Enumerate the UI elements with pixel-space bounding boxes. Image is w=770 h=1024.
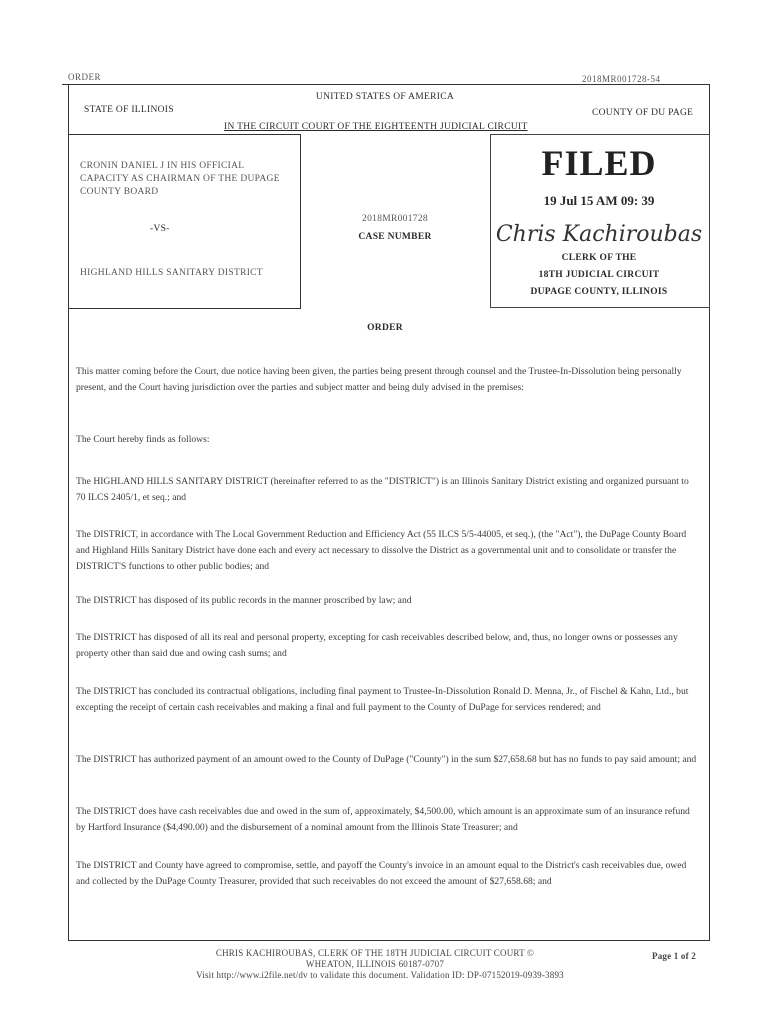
footer-rule	[68, 940, 710, 941]
clerk-signature: Chris Kachiroubas	[495, 222, 703, 247]
plaintiff-name: CRONIN DANIEL J IN HIS OFFICIAL CAPACITY AS CHAIRMAN OF THE DUPAGE COUNTY BOARD	[80, 161, 280, 197]
paragraph-9: The DISTRICT does have cash receivables due and owed in the sum of, approximately, $4,500.00, which amount is an approximate sum of an insurance refund by Hartford Insurance ($4,490.00) and the disbursement of a nominal amount from the Illinois State Treasurer; and	[76, 806, 690, 833]
left-border	[68, 84, 69, 940]
case-number-label: CASE NUMBER	[358, 232, 432, 242]
paragraph-3: The HIGHLAND HILLS SANITARY DISTRICT (hereinafter referred to as the "DISTRICT") is an Illinois Sanitary District existing and organized pursuant to 70 ILCS 2405/1, et seq.; and	[76, 476, 689, 503]
footer-address-line: WHEATON, ILLINOIS 60187-0707	[305, 959, 445, 969]
state-heading: STATE OF ILLINOIS	[84, 105, 174, 115]
defendant-name: HIGHLAND HILLS SANITARY DISTRICT	[80, 268, 263, 278]
caption-divider	[300, 134, 301, 308]
filed-stamp-line2: 18TH JUDICIAL CIRCUIT	[538, 270, 660, 280]
paragraph-2: The Court hereby finds as follows:	[76, 434, 210, 445]
filed-stamp-date: 19 Jul 15 AM 09: 39	[543, 193, 655, 208]
page-number: Page 1 of 2	[652, 951, 696, 961]
county-heading: COUNTY OF DU PAGE	[592, 108, 694, 118]
paragraph-5: The DISTRICT has disposed of its public records in the manner proscribed by law; and	[76, 595, 412, 606]
case-number-value: 2018MR001728	[362, 214, 428, 224]
footer-clerk-line: CHRIS KACHIROUBAS, CLERK OF THE 18TH JUDICIAL CIRCUIT COURT ©	[215, 948, 535, 958]
footer-validation-line: Visit http://www.i2file.net/dv to validate this document. Validation ID: DP-07152019-0939-3893	[196, 970, 564, 980]
paragraph-4: The DISTRICT, in accordance with The Local Government Reduction and Efficiency Act (55 ILCS 5/5-44005, et seq.), (the "Act"), the DuPage County Board and Highland Hills Sanitary District have done each and every act necessary to dissolve the District as a governmental unit and to consolidate or transfer the DISTRICT'S functions to other public bodies; and	[76, 529, 687, 572]
filed-stamp-line1: CLERK OF THE	[561, 253, 637, 263]
court-heading: IN THE CIRCUIT COURT OF THE EIGHTEENTH JUDICIAL CIRCUIT	[224, 122, 528, 132]
caption-bottom-rule	[68, 308, 301, 309]
paragraph-10: The DISTRICT and County have agreed to compromise, settle, and payoff the County's invoice in an amount equal to the District's cash receivables due, owed and collected by the DuPage County Treasurer, provided that such receivables do not exceed the amount of $27,658.68; and	[76, 860, 687, 887]
paragraph-6: The DISTRICT has disposed of all its real and personal property, excepting for cash receivables described below, and, thus, no longer owns or possesses any property other than said due and owing cash sums; and	[76, 632, 678, 659]
paragraph-8: The DISTRICT has authorized payment of an amount owed to the County of DuPage ("County") in the sum $27,658.68 but has no funds to pay said amount; and	[76, 754, 697, 765]
paragraph-1: This matter coming before the Court, due notice having been given, the parties being present through counsel and the Trustee-In-Dissolution being personally present, and the Court having jurisdiction over the parties and subject matter and being duly advised in the premises:	[76, 366, 682, 393]
country-heading: UNITED STATES OF AMERICA	[315, 92, 455, 102]
document-id-label: 2018MR001728-54	[582, 74, 661, 84]
paragraph-7: The DISTRICT has concluded its contractual obligations, including final payment to Trustee-In-Dissolution Ronald D. Menna, Jr., of Fischel & Kahn, Ltd., but excepting the receipt of certain cash receivables and making a final and full payment to the County of DuPage for services rendered; and	[76, 686, 689, 713]
document-type-label: ORDER	[68, 72, 102, 82]
caption-top-rule	[68, 134, 300, 135]
header-rule	[62, 84, 710, 85]
filed-stamp-title: FILED	[541, 143, 657, 183]
versus-label: -VS-	[150, 224, 170, 234]
order-title: ORDER	[367, 323, 403, 333]
filed-stamp-line3: DUPAGE COUNTY, ILLINOIS	[530, 287, 668, 297]
